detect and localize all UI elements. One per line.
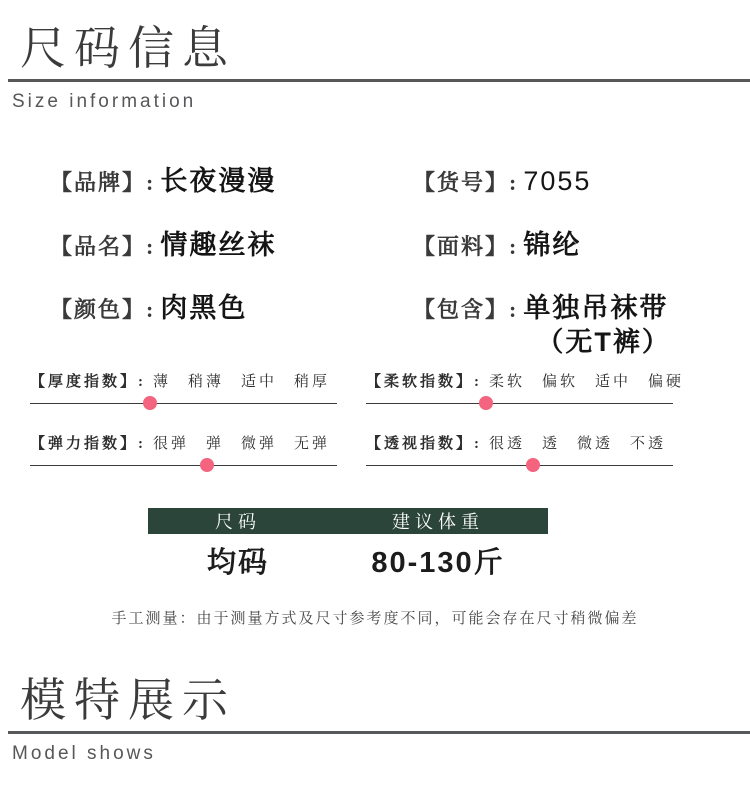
index-elasticity-dot xyxy=(200,458,214,472)
measurement-note: 手工测量：由于测量方式及尺寸参考度不同，可能会存在尺寸稍微偏差 xyxy=(111,610,639,627)
attr-color xyxy=(0,292,375,360)
attr-brand xyxy=(0,165,375,199)
index-thickness xyxy=(30,370,337,404)
index-softness-opt-1: 偏软 xyxy=(542,373,579,390)
attr-color-value: 肉黑色 xyxy=(160,293,248,324)
index-elasticity-opt-2: 微弹 xyxy=(241,435,278,452)
index-softness xyxy=(366,370,685,404)
size-table-col-size: 尺码 xyxy=(215,511,261,532)
size-table-row xyxy=(148,540,548,581)
index-transparency-opt-1: 透 xyxy=(542,435,561,452)
size-info-header xyxy=(0,0,750,113)
size-info-title: 尺码信息 xyxy=(20,22,236,74)
attr-item-number-label: 【货号】: xyxy=(413,169,519,195)
attr-includes xyxy=(375,292,750,360)
index-transparency-opt-0: 很透 xyxy=(489,435,526,452)
title-divider xyxy=(8,79,750,82)
index-thickness-label: 【厚度指数】: xyxy=(30,373,146,390)
index-elasticity xyxy=(30,432,337,466)
index-transparency-label: 【透视指数】: xyxy=(366,435,482,452)
attr-color-label: 【颜色】: xyxy=(50,297,156,323)
model-shows-title: 模特展示 xyxy=(20,673,236,726)
index-softness-opt-3: 偏硬 xyxy=(648,373,685,390)
attr-fabric xyxy=(375,229,750,263)
size-table-cell-size: 均码 xyxy=(206,546,269,579)
index-elasticity-labels xyxy=(30,432,337,453)
index-thickness-opt-3: 稍厚 xyxy=(294,373,331,390)
index-elasticity-opt-1: 弹 xyxy=(206,435,225,452)
size-table-cell-weight: 80-130斤 xyxy=(371,546,505,579)
model-shows-header xyxy=(0,674,750,765)
index-transparency-labels xyxy=(366,432,673,453)
model-shows-subtitle: Model shows xyxy=(12,742,156,764)
index-elasticity-opt-0: 很弹 xyxy=(153,435,190,452)
index-softness-opt-2: 适中 xyxy=(595,373,632,390)
attr-product-name xyxy=(0,229,375,263)
index-transparency-opt-2: 微透 xyxy=(577,435,614,452)
attr-item-number xyxy=(375,165,750,199)
index-softness-opt-0: 柔软 xyxy=(489,373,526,390)
size-table-header xyxy=(148,508,548,534)
attr-product-name-label: 【品名】: xyxy=(50,233,156,259)
footer-title-divider xyxy=(8,731,750,734)
index-softness-track xyxy=(366,403,673,404)
index-softness-dot xyxy=(479,396,493,410)
index-elasticity-label: 【弹力指数】: xyxy=(30,435,146,452)
index-thickness-track xyxy=(30,403,337,404)
attr-includes-value-line2: （无T裤） xyxy=(536,327,671,358)
index-thickness-dot xyxy=(143,396,157,410)
index-elasticity-opt-3: 无弹 xyxy=(294,435,331,452)
index-thickness-opt-0: 薄 xyxy=(153,373,172,390)
index-softness-labels xyxy=(366,370,685,391)
index-thickness-labels xyxy=(30,370,337,391)
index-transparency xyxy=(366,432,673,466)
index-transparency-track xyxy=(366,465,673,466)
attr-product-name-value: 情趣丝袜 xyxy=(160,229,277,260)
index-thickness-opt-2: 适中 xyxy=(241,373,278,390)
size-info-subtitle: Size information xyxy=(12,90,197,112)
index-thickness-opt-1: 稍薄 xyxy=(188,373,225,390)
product-attributes xyxy=(0,165,750,360)
attr-fabric-value: 锦纶 xyxy=(523,229,582,260)
attr-includes-value-line1: 单独吊袜带 xyxy=(523,293,669,324)
index-softness-label: 【柔软指数】: xyxy=(366,373,482,390)
size-table xyxy=(148,508,548,581)
attr-includes-label: 【包含】: xyxy=(413,297,519,323)
size-table-col-weight: 建议体重 xyxy=(392,511,484,532)
attr-item-number-value: 7055 xyxy=(523,165,592,196)
index-sliders xyxy=(0,370,750,466)
attr-fabric-label: 【面料】: xyxy=(413,233,519,259)
index-elasticity-track xyxy=(30,465,337,466)
attr-includes-value xyxy=(523,292,671,360)
index-transparency-dot xyxy=(526,458,540,472)
attr-brand-value: 长夜漫漫 xyxy=(160,165,277,196)
attr-brand-label: 【品牌】: xyxy=(50,169,156,195)
index-transparency-opt-3: 不透 xyxy=(630,435,667,452)
